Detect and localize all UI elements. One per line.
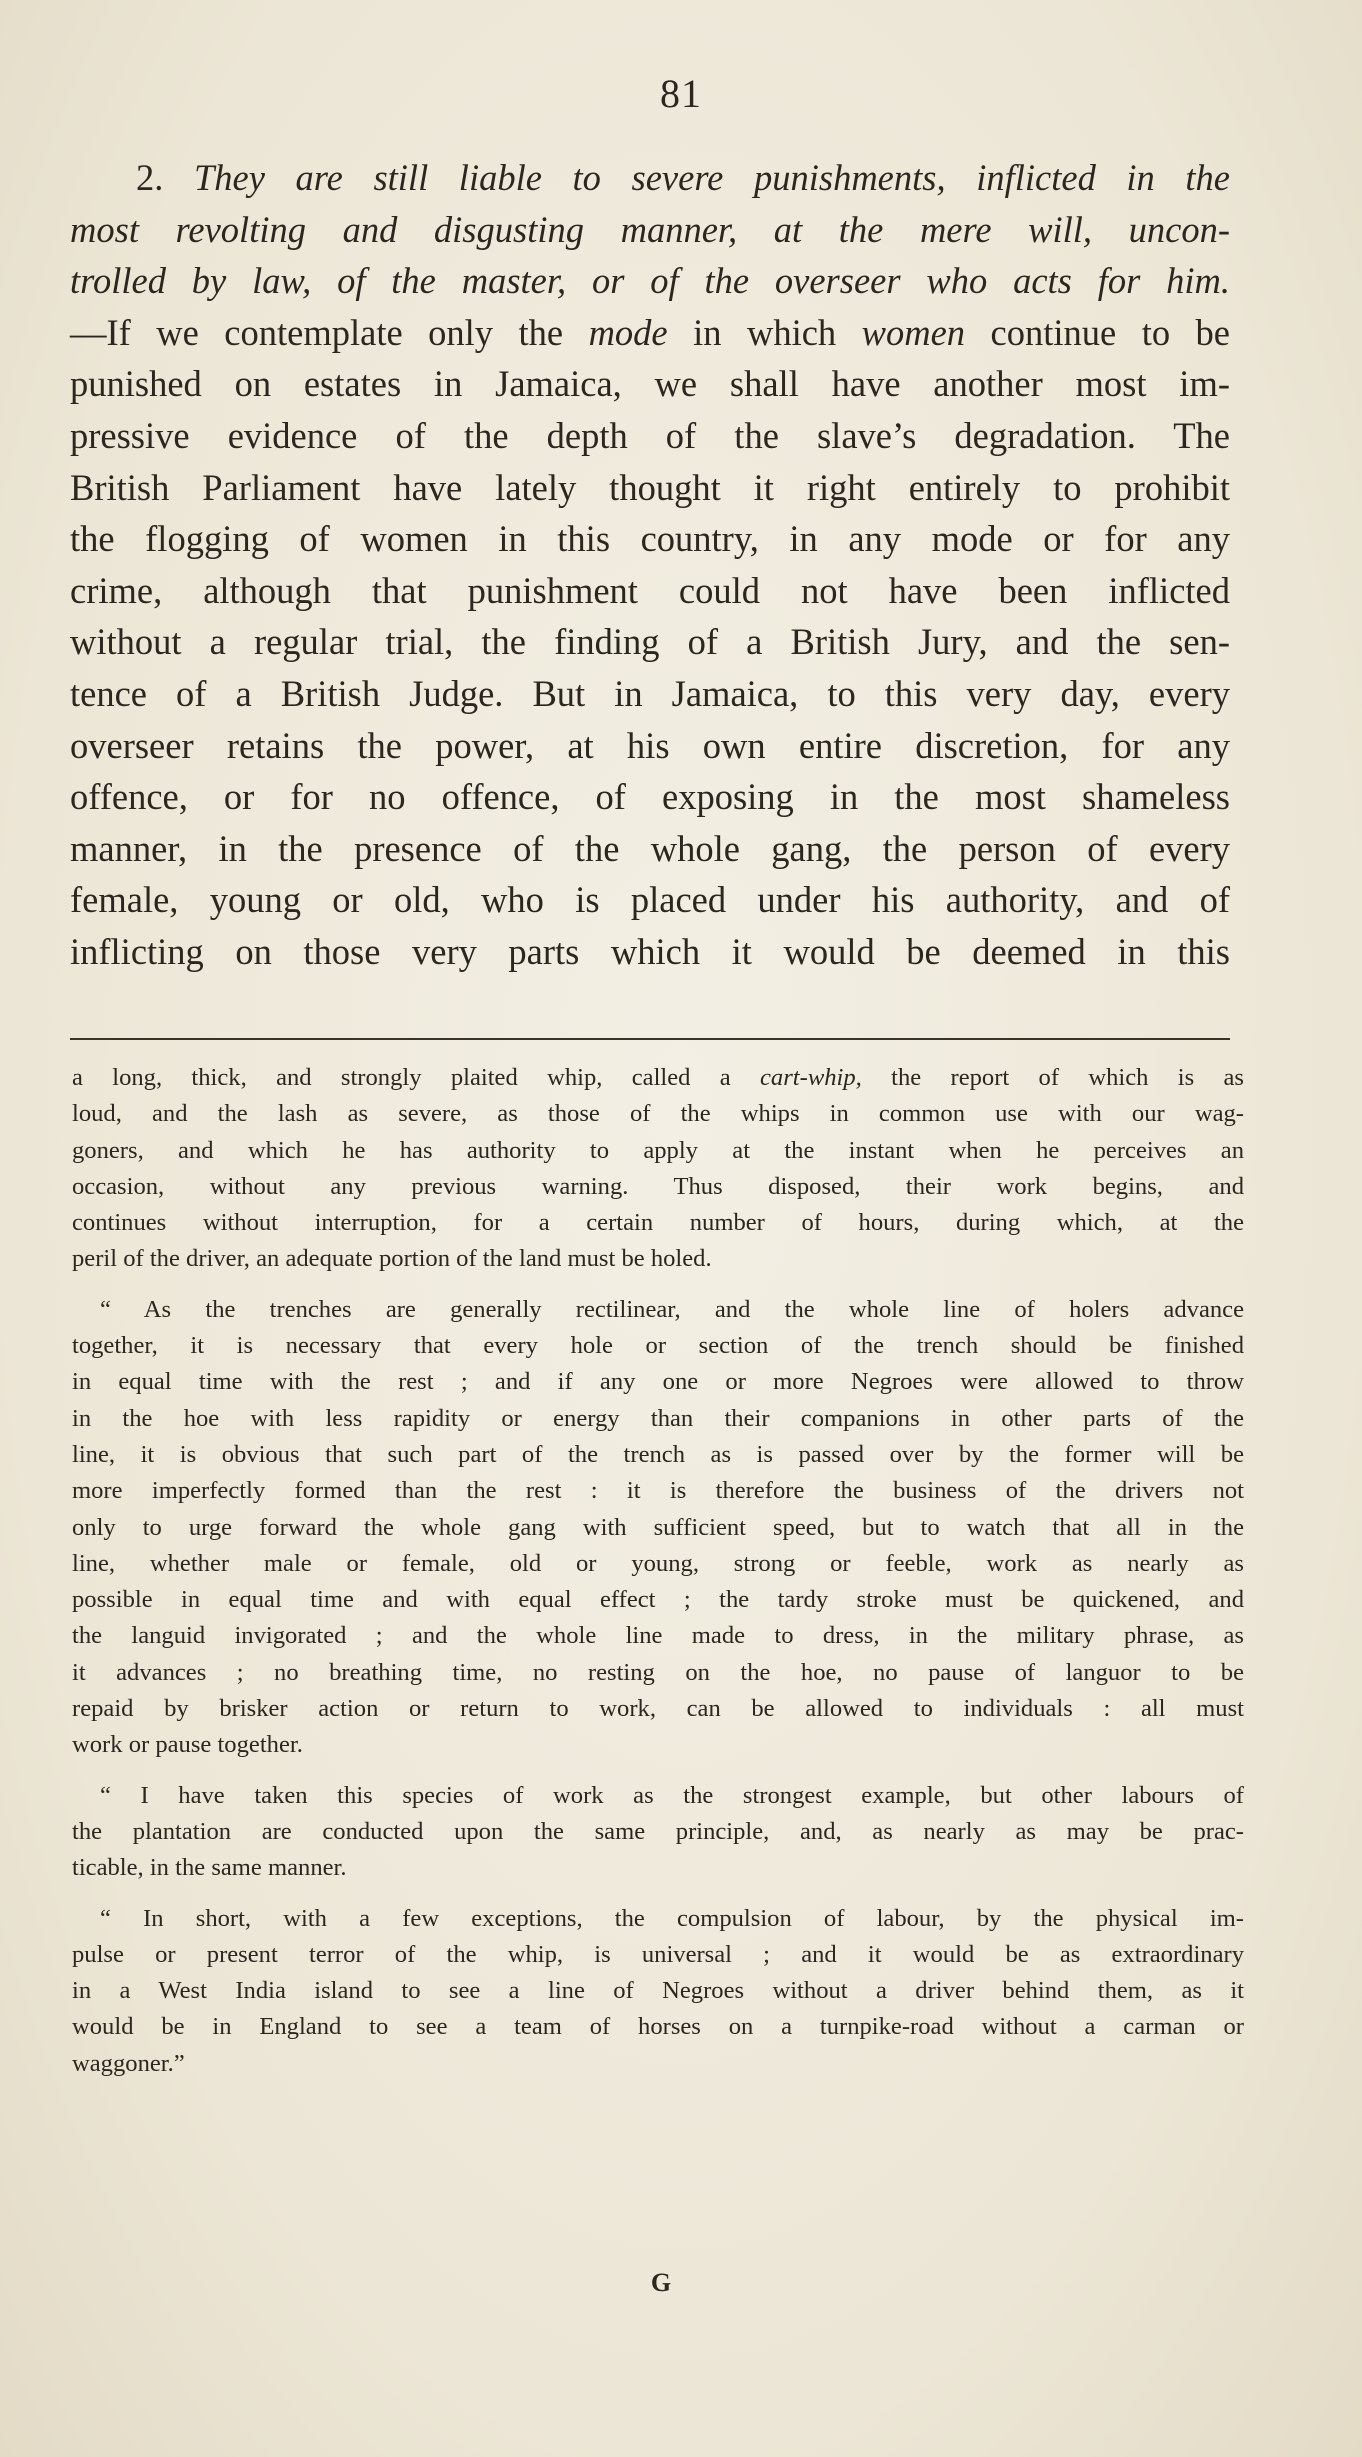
main-text-block <box>70 152 1230 978</box>
signature-mark: G <box>650 2268 672 2297</box>
text-run: continue to be <box>965 311 1231 353</box>
footnote-line: line, it is obvious that such part of the trench as is passed over by the former will be <box>72 1440 1244 1468</box>
footnote-line: the languid invigorated ; and the whole line made to dress, in the military phrase, as <box>72 1622 1244 1650</box>
section-heading-italic: They are still liable to severe punishments, inflicted in the <box>193 157 1230 198</box>
footnote-paragraph <box>72 1901 1244 2082</box>
footnote-line: pulse or present terror of the whip, is universal ; and it would be as extraordinary <box>72 1940 1244 1968</box>
main-line: crime, although that punishment could not have been inflicted <box>70 569 1230 611</box>
footnote-line: waggoner.” <box>72 2049 185 2077</box>
text-run: a long, thick, and strongly plaited whip, called a <box>72 1064 761 1091</box>
main-line: tence of a British Judge. But in Jamaica, to this very day, every <box>70 672 1230 714</box>
text-run: in which <box>667 311 862 353</box>
main-line: punished on estates in Jamaica, we shall have another most im- <box>70 363 1230 405</box>
footnote-line: peril of the driver, an adequate portion of the land must be holed. <box>72 1245 712 1273</box>
main-line: without a regular trial, the finding of a British Jury, and the sen- <box>70 621 1230 663</box>
main-line: most revolting and disgusting manner, at the mere will, uncon- <box>70 208 1230 250</box>
footnote-line: goners, and which he has authority to apply at the instant when he perceives an <box>72 1136 1244 1164</box>
main-line: the flogging of women in this country, in any mode or for any <box>70 518 1230 560</box>
main-line: pressive evidence of the depth of the slave’s degradation. The <box>70 414 1230 456</box>
section-numeral: 2. <box>136 157 194 198</box>
footnote-line: occasion, without any previous warning. Thus disposed, their work begins, and <box>72 1172 1244 1200</box>
footnote-paragraph <box>72 1060 1244 1278</box>
footnote-line: line, whether male or female, old or young, strong or feeble, work as nearly as <box>72 1549 1244 1577</box>
footnote-line: it advances ; no breathing time, no resting on the hoe, no pause of languor to be <box>72 1658 1244 1686</box>
footnote-line: repaid by brisker action or return to work, can be allowed to individuals : all must <box>72 1695 1244 1723</box>
main-line: female, young or old, who is placed under his authority, and of <box>70 879 1230 921</box>
emphasis-mode: mode <box>588 311 668 353</box>
main-line: British Parliament have lately thought it right entirely to prohibit <box>70 466 1230 508</box>
footnote-line: work or pause together. <box>72 1731 303 1759</box>
main-line: manner, in the presence of the whole gang, the person of every <box>70 827 1230 869</box>
main-line: inflicting on those very parts which it would be deemed in this <box>70 930 1230 972</box>
footnote-line: in equal time with the rest ; and if any one or more Negroes were allowed to throw <box>72 1368 1244 1396</box>
main-line: trolled by law, of the master, or of the overseer who acts for him. <box>70 260 1230 302</box>
text-run: —If we contemplate only the <box>70 311 589 353</box>
emphasis-women: women <box>861 311 966 353</box>
emphasis-cart-whip: cart-whip, <box>760 1064 862 1091</box>
footnote-line: in a West India island to see a line of Negroes without a driver behind them, as it <box>72 1977 1244 2005</box>
main-line: overseer retains the power, at his own entire discretion, for any <box>70 724 1230 766</box>
footnote-line: possible in equal time and with equal effect ; the tardy stroke must be quickened, and <box>72 1586 1244 1614</box>
footnote-line: would be in England to see a team of horses on a turnpike-road without a carman or <box>72 2013 1244 2041</box>
footnote-line: together, it is necessary that every hole or section of the trench should be finished <box>72 1332 1244 1360</box>
footnote-line <box>72 1060 1244 1096</box>
footnote-line: “ In short, with a few exceptions, the compulsion of labour, by the physical im- <box>100 1904 1244 1932</box>
text-run: the report of which is as <box>861 1064 1244 1091</box>
footnote-line: the plantation are conducted upon the same principle, and, as nearly as may be prac- <box>72 1817 1244 1845</box>
footnote-line: loud, and the lash as severe, as those of the whips in common use with our wag- <box>72 1100 1244 1128</box>
footnote-line: ticable, in the same manner. <box>72 1854 347 1882</box>
footnote-divider <box>70 1038 1230 1040</box>
footnote-line: in the hoe with less rapidity or energy than their companions in other parts of the <box>72 1404 1244 1432</box>
footnote-line: more imperfectly formed than the rest : it is therefore the business of the drivers not <box>72 1477 1244 1505</box>
main-line: offence, or for no offence, of exposing in the most shameless <box>70 776 1230 818</box>
page-number: 81 <box>660 71 702 116</box>
main-line <box>70 307 1230 359</box>
footnote-line: “ As the trenches are generally rectilinear, and the whole line of holers advance <box>100 1295 1244 1323</box>
footnote-line: “ I have taken this species of work as the strongest example, but other labours of <box>100 1781 1244 1809</box>
footnote-line: continues without interruption, for a certain number of hours, during which, at the <box>72 1209 1244 1237</box>
footnote-line: only to urge forward the whole gang with sufficient speed, but to watch that all in the <box>72 1513 1244 1541</box>
footnote-block <box>72 1060 1244 2082</box>
footnote-paragraph <box>72 1778 1244 1887</box>
footnote-paragraph <box>72 1292 1244 1764</box>
main-line <box>70 152 1230 204</box>
